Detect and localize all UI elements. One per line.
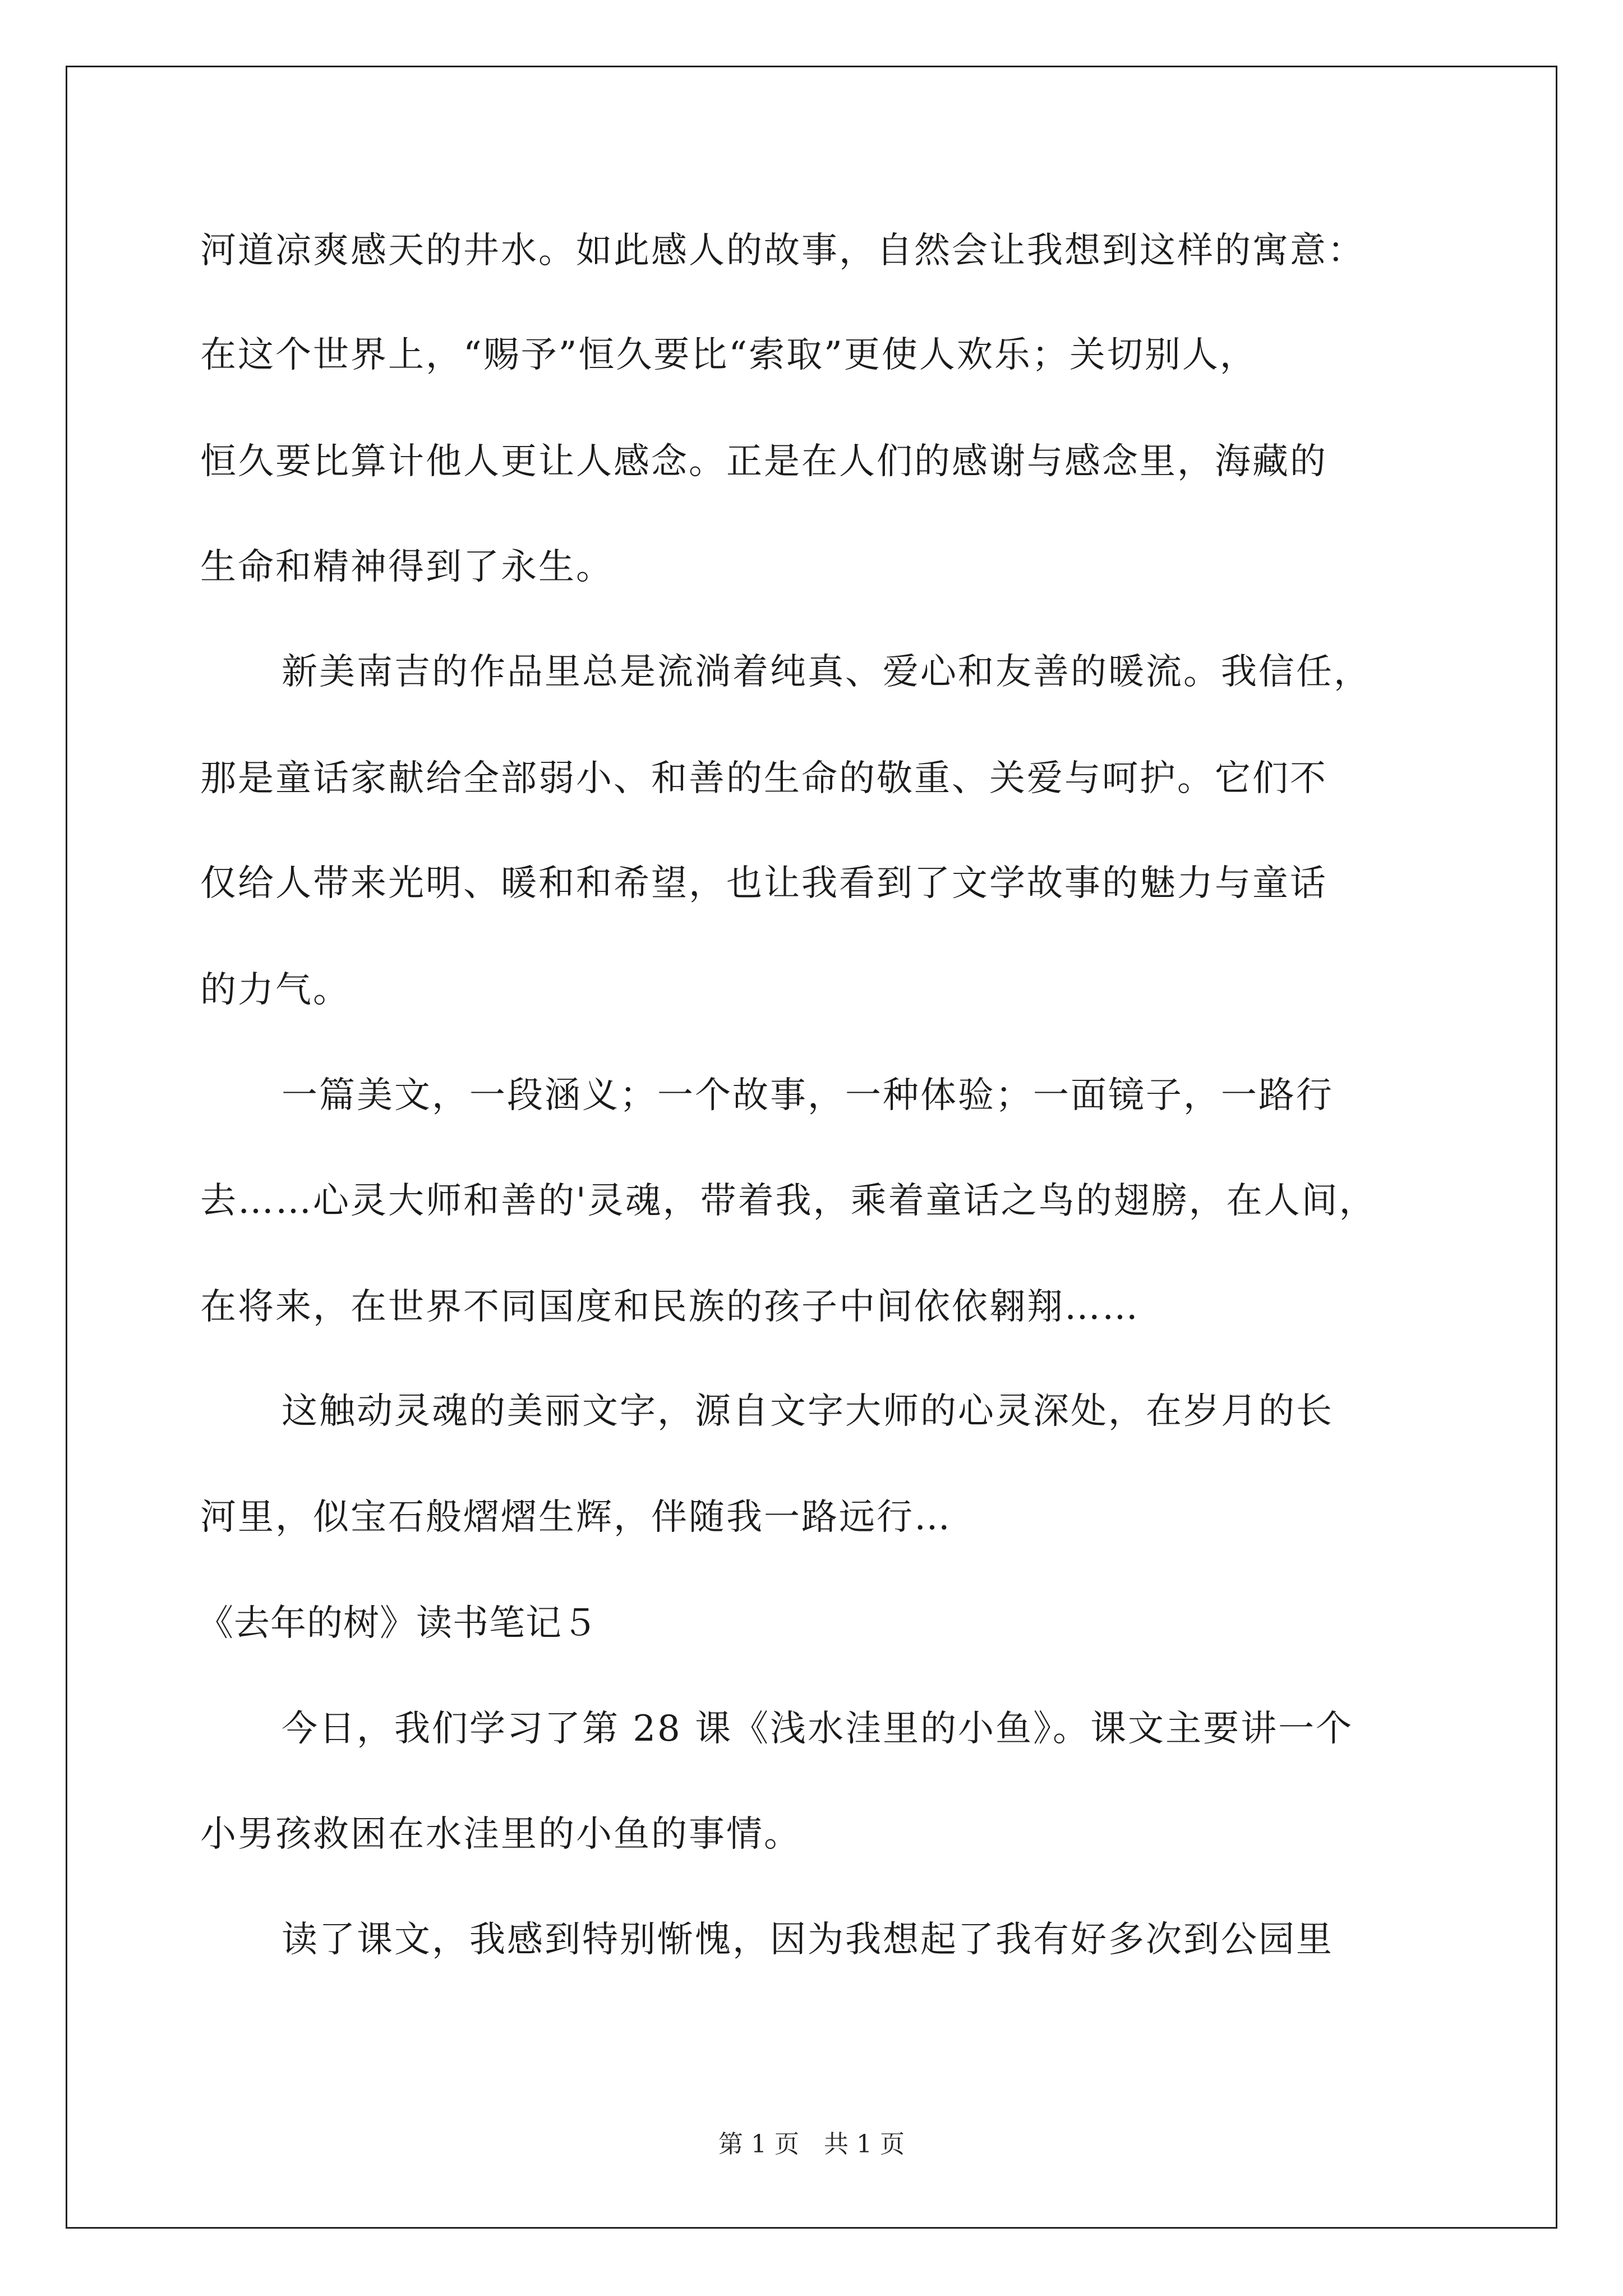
text-line: 仅给人带来光明、暖和和希望，也让我看到了文学故事的魅力与童话 [200,863,1327,904]
page-number-footer: 第 1 页 共 1 页 [718,2130,905,2159]
text-line: 生命和精神得到了永生。 [200,546,614,588]
text-line: 的力气。 [200,969,351,1011]
text-line: 恒久要比算计他人更让人感念。正是在人们的感谢与感念里，海藏的 [200,441,1327,482]
text-line: 小男孩救困在水洼里的小鱼的事情。 [200,1814,801,1855]
paragraph-start-line: 今日，我们学习了第 28 课《浅水洼里的小鱼》。课文主要讲一个 [282,1708,1354,1750]
paragraph-start-line: 读了课文，我感到特别惭愧，因为我想起了我有好多次到公园里 [282,1919,1334,1961]
text-line: 在将来，在世界不同国度和民族的孩子中间依依翱翔…… [200,1286,1140,1328]
text-line: 去……心灵大师和善的'灵魂，带着我，乘着童话之鸟的翅膀，在人间， [200,1180,1377,1222]
page-border [66,66,1557,2229]
text-line: 河道凉爽感天的井水。如此感人的故事，自然会让我想到这样的寓意： [200,230,1365,272]
paragraph-start-line: 新美南吉的作品里总是流淌着纯真、爱心和友善的暖流。我信任， [282,651,1371,693]
text-line: 在这个世界上，“赐予”恒久要比“索取”更使人欢乐；关切别人， [200,334,1257,376]
text-line: 那是童话家献给全部弱小、和善的生命的敬重、关爱与呵护。它们不 [200,758,1327,799]
paragraph-start-line: 一篇美文，一段涵义；一个故事，一种体验；一面镜子，一路行 [282,1075,1334,1116]
paragraph-start-line: 这触动灵魂的美丽文字，源自文字大师的心灵深处，在岁月的长 [282,1391,1334,1432]
text-line: 河里，似宝石般熠熠生辉，伴随我一路远行… [200,1497,952,1538]
section-heading: 《去年的树》读书笔记５ [197,1603,598,1644]
